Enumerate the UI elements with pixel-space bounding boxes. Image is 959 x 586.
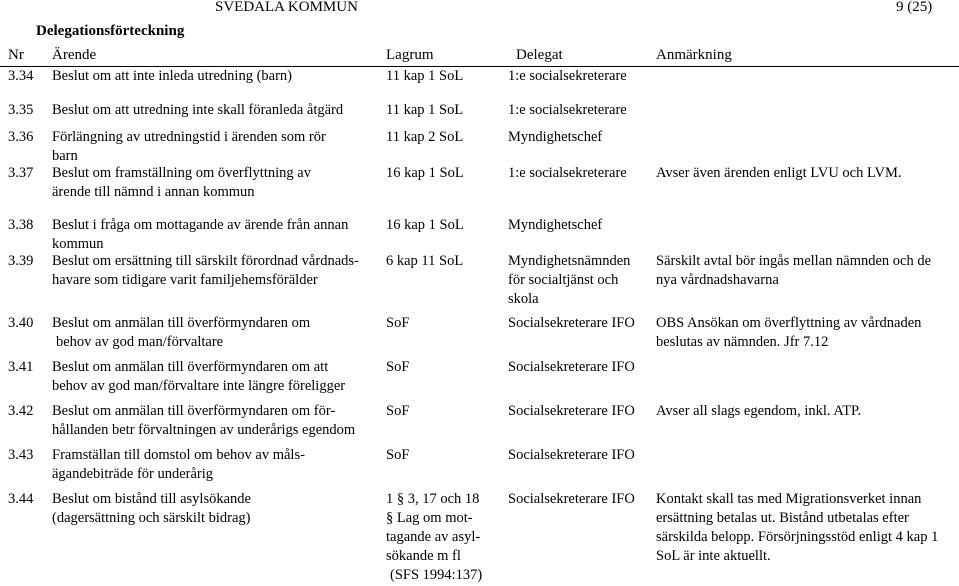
delegat-text: Myndighetsnämnden	[508, 253, 631, 269]
row-number: 3.44	[8, 491, 34, 507]
lagrum-text: SoF	[386, 447, 410, 463]
column-header-delegat: Delegat	[516, 47, 563, 63]
arende-text: Förlängning av utredningstid i ärenden som rör	[52, 129, 326, 145]
column-header-arende: Ärende	[52, 47, 97, 63]
lagrum-text: 1 § 3, 17 och 18	[386, 491, 480, 507]
lagrum-text: SoF	[386, 359, 410, 375]
arende-text: Beslut i fråga om mottagande av ärende från annan	[52, 217, 349, 233]
lagrum-text: 11 kap 1 SoL	[386, 68, 464, 84]
anmarkning-text: ersättning betalas ut. Bistånd utbetalas efter	[656, 510, 909, 526]
row-number: 3.38	[8, 217, 34, 233]
delegat-text: 1:e socialsekreterare	[508, 68, 627, 84]
lagrum-text: (SFS 1994:137)	[390, 567, 483, 583]
row-number: 3.43	[8, 447, 34, 463]
arende-text: ärende till nämnd i annan kommun	[52, 184, 255, 200]
lagrum-text: 11 kap 2 SoL	[386, 129, 464, 145]
delegat-text: Socialsekreterare IFO	[508, 491, 635, 507]
lagrum-text: § Lag om mot-	[386, 510, 473, 526]
document-title: Delegationsförteckning	[36, 23, 185, 39]
lagrum-text: 16 kap 1 SoL	[386, 165, 464, 181]
arende-text: barn	[52, 148, 78, 164]
anmarkning-text: SoL är inte aktuellt.	[656, 548, 771, 564]
delegat-text: Myndighetschef	[508, 129, 603, 145]
column-header-anmarkning: Anmärkning	[656, 47, 732, 63]
anmarkning-text: nya vårdnadshavarna	[656, 272, 779, 288]
row-number: 3.40	[8, 315, 34, 331]
arende-text: Beslut om bistånd till asylsökande	[52, 491, 251, 507]
page-number: 9 (25)	[896, 0, 933, 15]
anmarkning-text: Kontakt skall tas med Migrationsverket innan	[656, 491, 922, 507]
lagrum-text: sökande m fl	[386, 548, 461, 564]
lagrum-text: 16 kap 1 SoL	[386, 217, 464, 233]
arende-text: Framställan till domstol om behov av måls-	[52, 447, 305, 463]
arende-text: Beslut om anmälan till överförmyndaren om	[52, 315, 311, 331]
row-number: 3.41	[8, 359, 34, 375]
row-number: 3.36	[8, 129, 34, 145]
delegat-text: Myndighetschef	[508, 217, 603, 233]
lagrum-text: SoF	[386, 315, 410, 331]
column-header-lagrum: Lagrum	[386, 47, 434, 63]
arende-text: hållanden betr förvaltningen av underårigs egendom	[52, 422, 356, 438]
arende-text: ägandebiträde för underårig	[52, 466, 214, 482]
arende-text: Beslut om framställning om överflyttning av	[52, 165, 311, 181]
anmarkning-text: särskilda belopp. Försörjningsstöd enligt 4 kap 1	[656, 529, 939, 545]
arende-text: behov av god man/förvaltare	[56, 334, 224, 350]
delegat-text: Socialsekreterare IFO	[508, 447, 635, 463]
lagrum-text: SoF	[386, 403, 410, 419]
delegat-text: Socialsekreterare IFO	[508, 315, 635, 331]
lagrum-text: 11 kap 1 SoL	[386, 102, 464, 118]
row-number: 3.42	[8, 403, 34, 419]
lagrum-text: 6 kap 11 SoL	[386, 253, 464, 269]
delegat-text: 1:e socialsekreterare	[508, 165, 627, 181]
row-number: 3.39	[8, 253, 34, 269]
arende-text: havare som tidigare varit familjehemsförälder	[52, 272, 318, 288]
anmarkning-text: Avser även ärenden enligt LVU och LVM.	[656, 165, 902, 181]
anmarkning-text: OBS Ansökan om överflyttning av vårdnaden	[656, 315, 922, 331]
delegat-text: 1:e socialsekreterare	[508, 102, 627, 118]
column-header-nr: Nr	[8, 47, 24, 63]
delegat-text: Socialsekreterare IFO	[508, 359, 635, 375]
organization-name: SVEDALA KOMMUN	[215, 0, 358, 15]
arende-text: (dagersättning och särskilt bidrag)	[52, 510, 251, 526]
delegat-text: skola	[508, 291, 539, 307]
arende-text: behov av god man/förvaltare inte längre föreligger	[52, 378, 346, 394]
arende-text: Beslut om anmälan till överförmyndaren om för-	[52, 403, 336, 419]
anmarkning-text: Särskilt avtal bör ingås mellan nämnden och de	[656, 253, 932, 269]
row-number: 3.37	[8, 165, 34, 181]
arende-text: Beslut om att inte inleda utredning (barn)	[52, 68, 292, 84]
lagrum-text: tagande av asyl-	[386, 529, 481, 545]
anmarkning-text: Avser all slags egendom, inkl. ATP.	[656, 403, 862, 419]
delegat-text: för socialtjänst och	[508, 272, 619, 288]
arende-text: Beslut om att utredning inte skall föranleda åtgärd	[52, 102, 344, 118]
delegat-text: Socialsekreterare IFO	[508, 403, 635, 419]
row-number: 3.34	[8, 68, 34, 84]
arende-text: kommun	[52, 236, 104, 252]
arende-text: Beslut om ersättning till särskilt förordnad vårdnads-	[52, 253, 359, 269]
anmarkning-text: beslutas av nämnden. Jfr 7.12	[656, 334, 829, 350]
arende-text: Beslut om anmälan till överförmyndaren om att	[52, 359, 329, 375]
row-number: 3.35	[8, 102, 34, 118]
